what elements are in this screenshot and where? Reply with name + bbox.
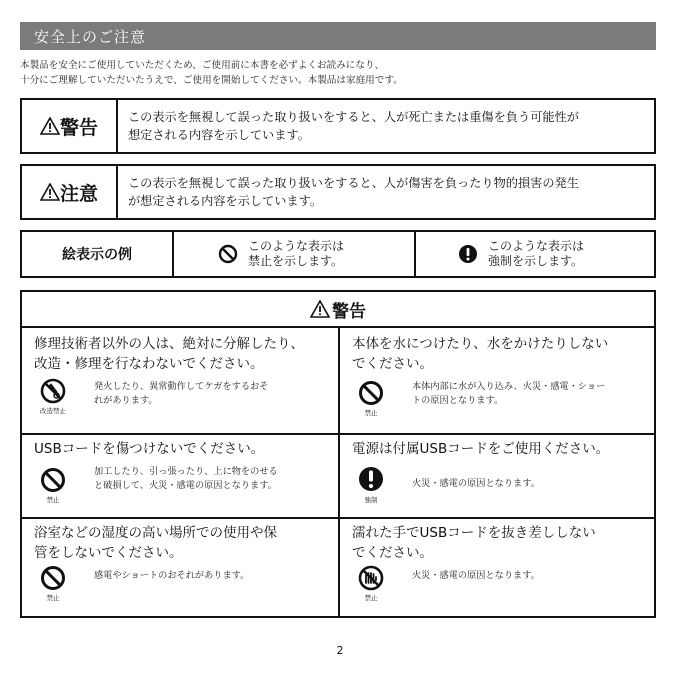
- warning-table-title: [22, 292, 654, 328]
- icon-caption: 強制: [364, 496, 378, 504]
- warning-item-title: 浴室などの湿度の高い場所での使用や保: [34, 525, 277, 541]
- warning-table-title-text: 警告: [332, 301, 366, 322]
- warning-item: [340, 328, 656, 433]
- page-number: 2: [336, 644, 344, 657]
- warning-triangle-icon: [40, 183, 60, 201]
- caution-desc-line: この表示を無視して誤った取り扱いをすると、人が傷害を負ったり物的損害の発生: [128, 176, 579, 190]
- warning-item: [340, 519, 656, 618]
- section-title: 安全上のご注意: [34, 28, 147, 46]
- warning-item: [22, 519, 338, 618]
- mandatory-icon: [458, 244, 478, 264]
- warning-item-note: 加工したり、引っ張ったり、上に物をのせる: [94, 466, 278, 477]
- icon-caption: 禁止: [46, 594, 60, 602]
- prohibit-example-line: このような表示は: [248, 239, 345, 253]
- prohibit-example-line: 禁止を示します。: [248, 254, 344, 268]
- pictogram-examples: [20, 230, 656, 278]
- warning-item-title: USBコードを傷つけないでください。: [34, 441, 265, 457]
- prohibited-icon: [40, 565, 66, 591]
- warning-item-title: 濡れた手でUSBコードを抜き差ししない: [352, 525, 596, 541]
- caution-description: [128, 166, 648, 218]
- warning-triangle-icon: [310, 300, 330, 318]
- prohibited-icon: [358, 380, 384, 406]
- warning-item-note: れがあります。: [94, 395, 158, 406]
- no-disassembly-icon: [40, 378, 66, 404]
- warning-item-note: 感電やショートのおそれがあります。: [94, 570, 250, 581]
- warning-definition-box: [20, 98, 656, 154]
- warning-item: [22, 328, 338, 433]
- prohibit-example: [218, 232, 408, 276]
- warning-item-title: でください。: [352, 545, 433, 561]
- mandatory-example: [458, 232, 648, 276]
- warning-item-note: 発火したり、異常動作してケガをするおそ: [94, 381, 269, 392]
- warning-item-title: 本体を水につけたり、水をかけたりしない: [352, 336, 609, 352]
- intro-line: 本製品を安全にご使用していただくため、ご使用前に本書を必ずよくお読みになり、: [20, 60, 385, 71]
- prohibited-icon: [218, 244, 238, 264]
- mandatory-example-line: 強制を示します。: [488, 254, 584, 268]
- intro-text: [20, 58, 660, 88]
- warning-table: [20, 290, 656, 618]
- caution-desc-line: が想定される内容を示しています。: [128, 194, 323, 208]
- warning-item-title: 修理技術者以外の人は、絶対に分解したり、: [34, 336, 304, 352]
- warning-description: [128, 100, 648, 152]
- warning-item: [340, 435, 656, 517]
- warning-item-note: トの原因となります。: [412, 395, 504, 406]
- warning-item-note: と破損して、火災・感電の原因となります。: [94, 480, 277, 491]
- warning-item-note: 火災・感電の原因となります。: [412, 478, 540, 489]
- caution-definition-box: [20, 164, 656, 220]
- warning-item-note: 火災・感電の原因となります。: [412, 570, 540, 581]
- examples-label: 絵表示の例: [62, 247, 132, 263]
- warning-item-title: 管をしないでください。: [34, 545, 183, 561]
- caution-label: [22, 166, 118, 218]
- intro-line: 十分にご理解していただいたうえで、ご使用を開始してください。本製品は家庭用です。: [20, 75, 403, 86]
- icon-caption: 禁止: [46, 496, 60, 504]
- warning-desc-line: この表示を無視して誤った取り扱いをすると、人が死亡または重傷を負う可能性が: [128, 110, 579, 124]
- warning-label: [22, 100, 118, 152]
- mandatory-example-line: このような表示は: [488, 239, 585, 253]
- warning-item: [22, 435, 338, 517]
- warning-item-title: でください。: [352, 356, 433, 372]
- icon-caption: 禁止: [364, 594, 378, 602]
- section-header: [20, 22, 656, 50]
- warning-item-title: 電源は付属USBコードをご使用ください。: [352, 441, 610, 457]
- caution-label-text: 注意: [59, 182, 98, 205]
- warning-item-title: 改造・修理を行なわないでください。: [34, 356, 264, 372]
- warning-desc-line: 想定される内容を示しています。: [128, 128, 310, 142]
- warning-label-text: 警告: [59, 116, 98, 139]
- icon-caption: 改造禁止: [40, 407, 66, 415]
- no-wet-hands-icon: [358, 565, 384, 591]
- warning-item-note: 本体内部に水が入り込み、火災・感電・ショー: [412, 381, 606, 392]
- mandatory-icon: [358, 465, 384, 493]
- icon-caption: 禁止: [364, 409, 378, 417]
- prohibited-icon: [40, 467, 66, 493]
- warning-triangle-icon: [40, 117, 60, 135]
